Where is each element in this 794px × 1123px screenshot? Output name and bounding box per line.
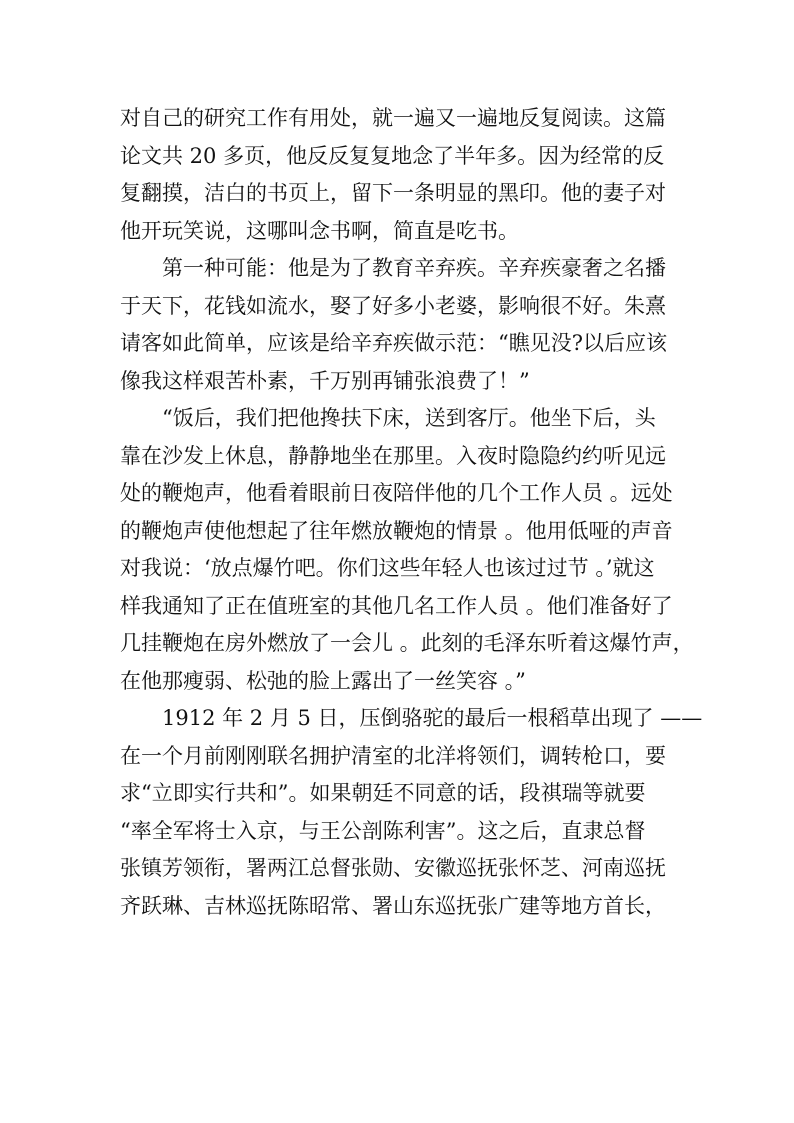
text-line: 样我通知了正在值班室的其他几名工作人员 。他们准备好了	[120, 593, 673, 618]
text-line: 齐跃琳、吉林巡抚陈昭常、署山东巡抚张广建等地方首长，	[120, 893, 666, 918]
text-line: 的鞭炮声使他想起了往年燃放鞭炮的情景 。他用低哑的声音	[120, 518, 673, 543]
text-line: 求“立即实行共和”。如果朝廷不同意的话，段祺瑞等就要	[120, 781, 646, 805]
text-line: 第一种可能：他是为了教育辛弃疾。辛弃疾豪奢之名播	[120, 256, 666, 280]
text-line: 几挂鞭炮在房外燃放了一会儿 。此刻的毛泽东听着这爆竹声，	[120, 631, 694, 655]
text-line: 在一个月前刚刚联名拥护清室的北洋将领们，调转枪口，要	[120, 743, 666, 768]
text-line: 靠在沙发上休息，静静地坐在那里。入夜时隐隐约约听见远	[120, 443, 666, 468]
text-line: 对我说：‘放点爆竹吧。你们这些年轻人也该过过节 。’就这	[120, 556, 655, 580]
text-line: 对自己的研究工作有用处，就一遍又一遍地反复阅读。这篇	[120, 106, 666, 130]
text-line: 于天下，花钱如流水，娶了好多小老婆，影响很不好。朱熹	[120, 293, 666, 318]
text-line: “饭后，我们把他搀扶下床，送到客厅。他坐下后，头	[120, 406, 656, 430]
text-line: “率全军将士入京，与王公剖陈利害”。这之后，直隶总督	[120, 818, 646, 843]
text-line: 像我这样艰苦朴素，千万别再铺张浪费了！”	[120, 368, 530, 393]
text-line: 论文共 20 多页，他反反复复地念了半年多。因为经常的反	[120, 143, 665, 168]
text-line: 他开玩笑说，这哪叫念书啊，简直是吃书。	[120, 218, 519, 243]
text-line: 复翻摸，洁白的书页上，留下一条明显的黑印。他的妻子对	[120, 181, 666, 205]
document-body	[120, 100, 703, 925]
text-line: 请客如此简单，应该是给辛弃疾做示范：“瞧见没?以后应该	[120, 331, 667, 355]
text-line: 1912 年 2 月 5 日，压倒骆驼的最后一根稻草出现了 ——	[120, 706, 703, 730]
text-line: 张镇芳领衔，署两江总督张勋、安徽巡抚张怀芝、河南巡抚	[120, 856, 666, 880]
text-line: 在他那瘦弱、松弛的脸上露出了一丝笑容 。”	[120, 668, 526, 693]
text-line: 处的鞭炮声，他看着眼前日夜陪伴他的几个工作人员 。远处	[120, 481, 673, 505]
